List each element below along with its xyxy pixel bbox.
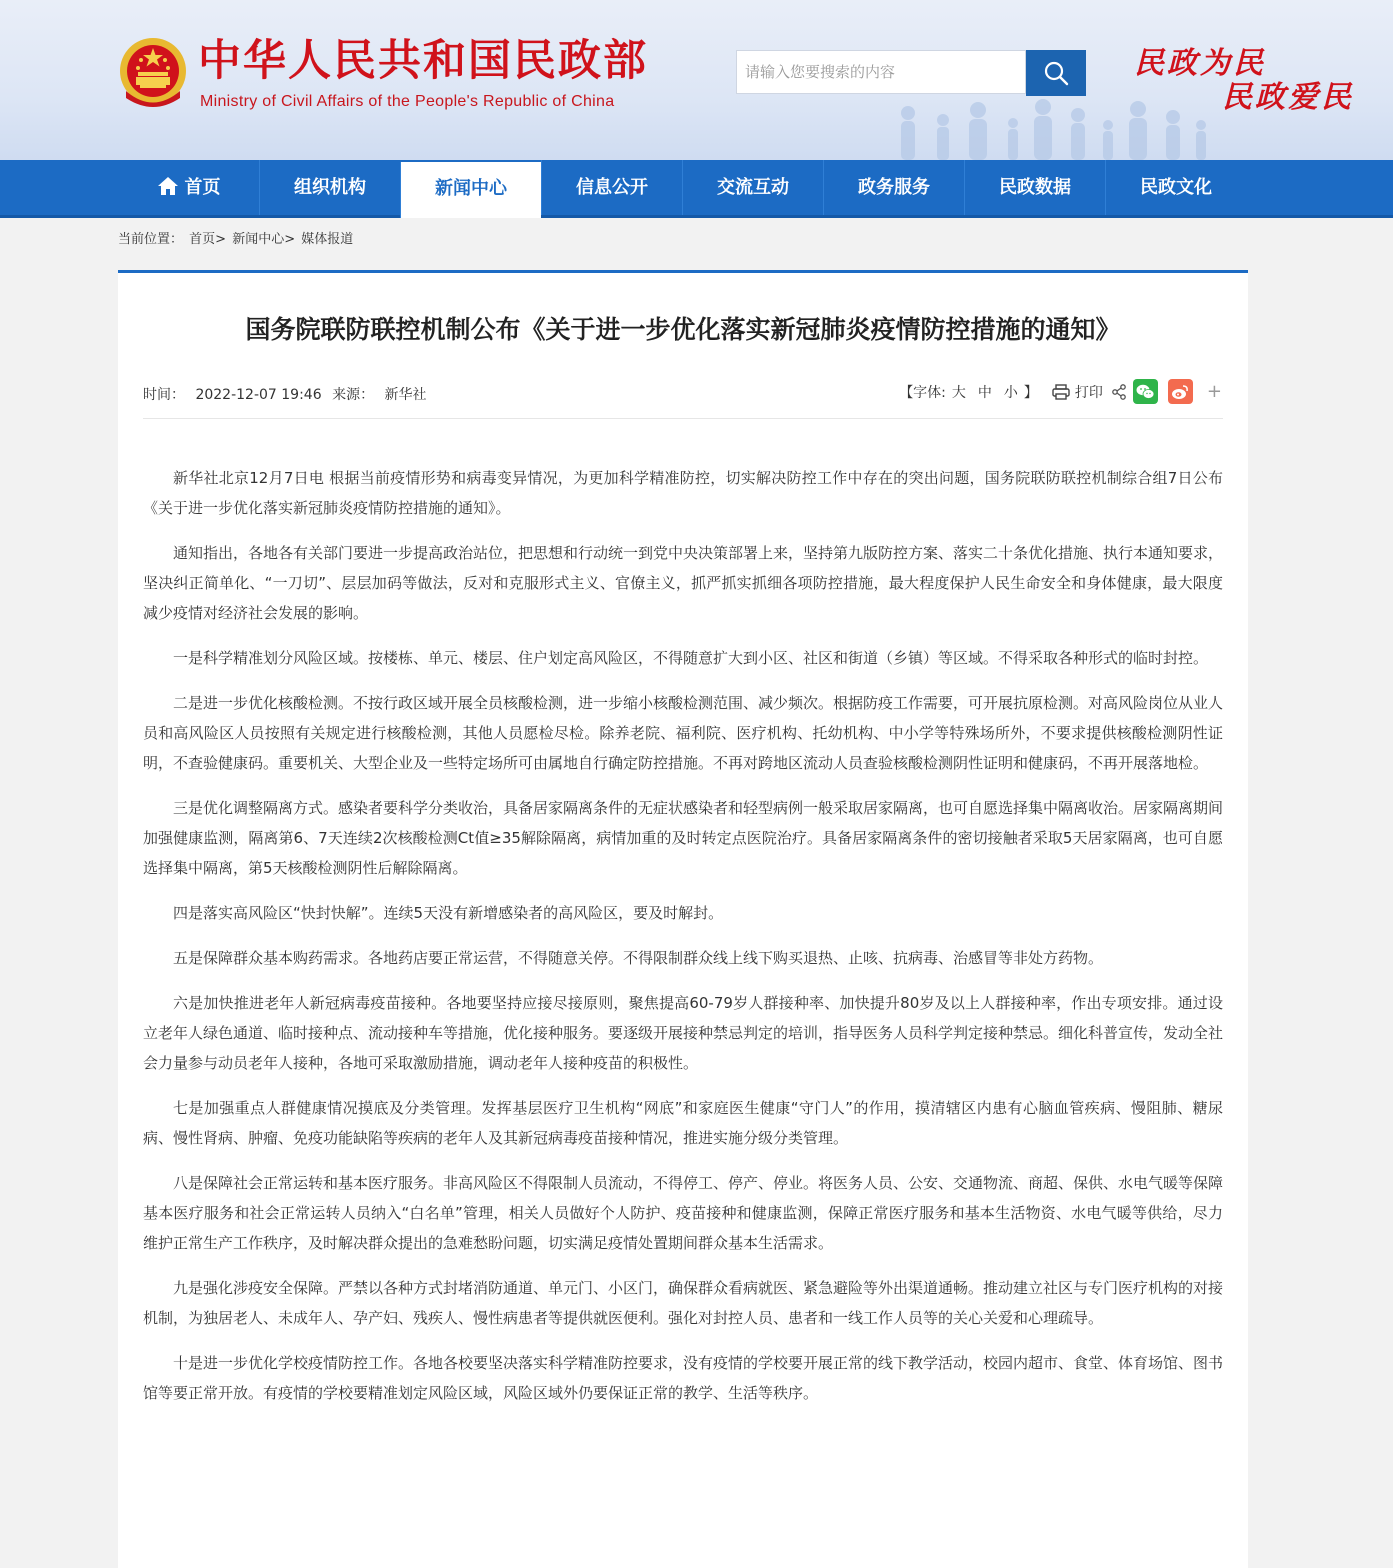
nav-item-info-disclosure[interactable]: 信息公开 [541, 160, 682, 215]
share-icon[interactable] [1111, 384, 1127, 400]
people-silhouette-decoration [893, 95, 1213, 160]
article-body [143, 463, 1223, 1423]
site-header [0, 0, 1393, 160]
slogan-line-2: 民政爱民 [1222, 80, 1354, 115]
home-icon [157, 176, 179, 196]
article-paragraph: 六是加快推进老年人新冠病毒疫苗接种。各地要坚持应接尽接原则，聚焦提高60-79岁人群接种率、加快提升80岁及以上人群接种率，作出专项安排。通过设立老年人绿色通道、临时接种点、流动接种车等措施，优化接种服务。要逐级开展接种禁忌判定的培训，指导医务人员科学判定接种禁忌。细化科普宣传，发动全社会力量参与动员老年人接种，各地可采取激励措施，调动老年人接种疫苗的积极性。 [143, 994, 1224, 1072]
wechat-icon [1136, 384, 1155, 400]
site-subtitle: Ministry of Civil Affairs of the People's Republic of China [200, 93, 615, 110]
nav-item-gov-services[interactable]: 政务服务 [823, 160, 964, 215]
article-paragraph: 四是落实高风险区“快封快解”。连续5天没有新增感染者的高风险区，要及时解封。 [173, 904, 724, 922]
breadcrumb-news-center[interactable]: 新闻中心> [232, 232, 296, 247]
article-paragraph: 八是保障社会正常运转和基本医疗服务。非高风险区不得限制人员流动，不得停工、停产、停业。将医务人员、公安、交通物流、商超、保供、水电气暖等保障基本医疗服务和社会正常运转人员纳入“白名单”管理，相关人员做好个人防护、疫苗接种和健康监测，保障正常医疗服务和基本生活物资、水电气暖等供给，尽力维护正常生产工作秩序，及时解决群众提出的急难愁盼问题，切实满足疫情处置期间群众基本生活需求。 [143, 1174, 1224, 1252]
font-size-small[interactable]: 小 [1003, 384, 1018, 401]
search-button[interactable] [1026, 50, 1086, 96]
meta-divider [143, 418, 1223, 419]
publish-time: 2022-12-07 19:46 [195, 387, 322, 403]
article-tools [899, 379, 1222, 404]
article-panel [118, 270, 1248, 1568]
article-paragraph: 五是保障群众基本购药需求。各地药店要正常运营，不得随意关停。不得限制群众线上线下购买退热、止咳、抗病毒、治感冒等非处方药物。 [173, 949, 1104, 967]
font-size-large[interactable]: 大 [951, 384, 966, 401]
breadcrumb-home[interactable]: 首页> [189, 232, 227, 247]
nav-item-culture[interactable]: 民政文化 [1105, 160, 1246, 215]
print-button[interactable] [1052, 382, 1103, 402]
nav-item-label: 首页 [184, 177, 221, 198]
print-label: 打印 [1074, 384, 1103, 401]
article-source: 新华社 [384, 387, 427, 403]
time-label: 时间： [143, 387, 185, 403]
font-size-label-close: 】 [1023, 384, 1038, 401]
article-paragraph: 三是优化调整隔离方式。感染者要科学分类收治，具备居家隔离条件的无症状感染者和轻型病例一般采取居家隔离，也可自愿选择集中隔离收治。居家隔离期间加强健康监测，隔离第6、7天连续2次核酸检测Ct值≥35解除隔离，病情加重的及时转定点医院治疗。具备居家隔离条件的密切接触者采取5天居家隔离，也可自愿选择集中隔离，第5天核酸检测阴性后解除隔离。 [143, 799, 1224, 877]
wechat-share-button[interactable] [1133, 379, 1158, 404]
breadcrumb [118, 228, 355, 247]
nav-item-organization[interactable]: 组织机构 [259, 160, 400, 215]
breadcrumb-label: 当前位置： [118, 232, 184, 247]
article-paragraph: 二是进一步优化核酸检测。不按行政区域开展全员核酸检测，进一步缩小核酸检测范围、减少频次。根据防疫工作需要，可开展抗原检测。对高风险岗位从业人员和高风险区人员按照有关规定进行核酸检测，其他人员愿检尽检。除养老院、福利院、医疗机构、托幼机构、中小学等特殊场所外，不要求提供核酸检测阴性证明，不查验健康码。重要机关、大型企业及一些特定场所可由属地自行确定防控措施。不再对跨地区流动人员查验核酸检测阴性证明和健康码，不再开展落地检。 [143, 694, 1224, 772]
weibo-share-button[interactable] [1168, 379, 1193, 404]
nav-item-news-center[interactable]: 新闻中心 [400, 162, 541, 218]
article-paragraph: 新华社北京12月7日电 根据当前疫情形势和病毒变异情况，为更加科学精准防控，切实解决防控工作中存在的突出问题，国务院联防联控机制综合组7日公布《关于进一步优化落实新冠肺炎疫情防控措施的通知》。 [143, 469, 1223, 517]
site-title: 中华人民共和国民政部 [198, 36, 648, 86]
article-paragraph: 七是加强重点人群健康情况摸底及分类管理。发挥基层医疗卫生机构“网底”和家庭医生健康“守门人”的作用，摸清辖区内患有心脑血管疾病、慢阻肺、糖尿病、慢性肾病、肿瘤、免疫功能缺陷等疾病的老年人及其新冠病毒疫苗接种情况，推进实施分级分类管理。 [143, 1099, 1223, 1147]
font-size-medium[interactable]: 中 [977, 384, 992, 401]
nav-item-home[interactable] [118, 160, 259, 215]
article-paragraph: 十是进一步优化学校疫情防控工作。各地各校要坚决落实科学精准防控要求，没有疫情的学校要开展正常的线下教学活动，校园内超市、食堂、体育场馆、图书馆等要正常开放。有疫情的学校要精准划定风险区域，风险区域外仍要保证正常的教学、生活等秩序。 [143, 1354, 1224, 1402]
print-icon [1052, 384, 1070, 400]
search-icon [1043, 60, 1069, 86]
slogan-line-1: 民政为民 [1134, 46, 1266, 81]
nav-item-data[interactable]: 民政数据 [964, 160, 1105, 215]
search-input[interactable]: 请输入您要搜索的内容 [736, 50, 1026, 94]
main-nav [0, 160, 1393, 218]
nav-item-interaction[interactable]: 交流互动 [682, 160, 823, 215]
article-meta [143, 384, 433, 404]
article-title: 国务院联防联控机制公布《关于进一步优化落实新冠肺炎疫情防控措施的通知》 [245, 315, 1121, 344]
font-size-label-open: 【字体: [899, 384, 946, 401]
article-paragraph: 通知指出，各地各有关部门要进一步提高政治站位，把思想和行动统一到党中央决策部署上来，坚持第九版防控方案、落实二十条优化措施、执行本通知要求，坚决纠正简单化、“一刀切”、层层加码等做法，反对和克服形式主义、官僚主义，抓严抓实抓细各项防控措施，最大程度保护人民生命安全和身体健康，最大限度减少疫情对经济社会发展的影响。 [143, 544, 1224, 622]
more-share-button[interactable]: + [1206, 381, 1222, 402]
weibo-icon [1171, 384, 1189, 400]
breadcrumb-media-reports[interactable]: 媒体报道 [301, 232, 354, 247]
national-emblem-icon [118, 36, 188, 110]
article-paragraph: 九是强化涉疫安全保障。严禁以各种方式封堵消防通道、单元门、小区门，确保群众看病就医、紧急避险等外出渠道通畅。推动建立社区与专门医疗机构的对接机制，为独居老人、未成年人、孕产妇、残疾人、慢性病患者等提供就医便利。强化对封控人员、患者和一线工作人员等的关心关爱和心理疏导。 [143, 1279, 1224, 1327]
article-paragraph: 一是科学精准划分风险区域。按楼栋、单元、楼层、住户划定高风险区，不得随意扩大到小区、社区和街道（乡镇）等区域。不得采取各种形式的临时封控。 [173, 649, 1209, 667]
source-label: 来源： [332, 387, 375, 403]
